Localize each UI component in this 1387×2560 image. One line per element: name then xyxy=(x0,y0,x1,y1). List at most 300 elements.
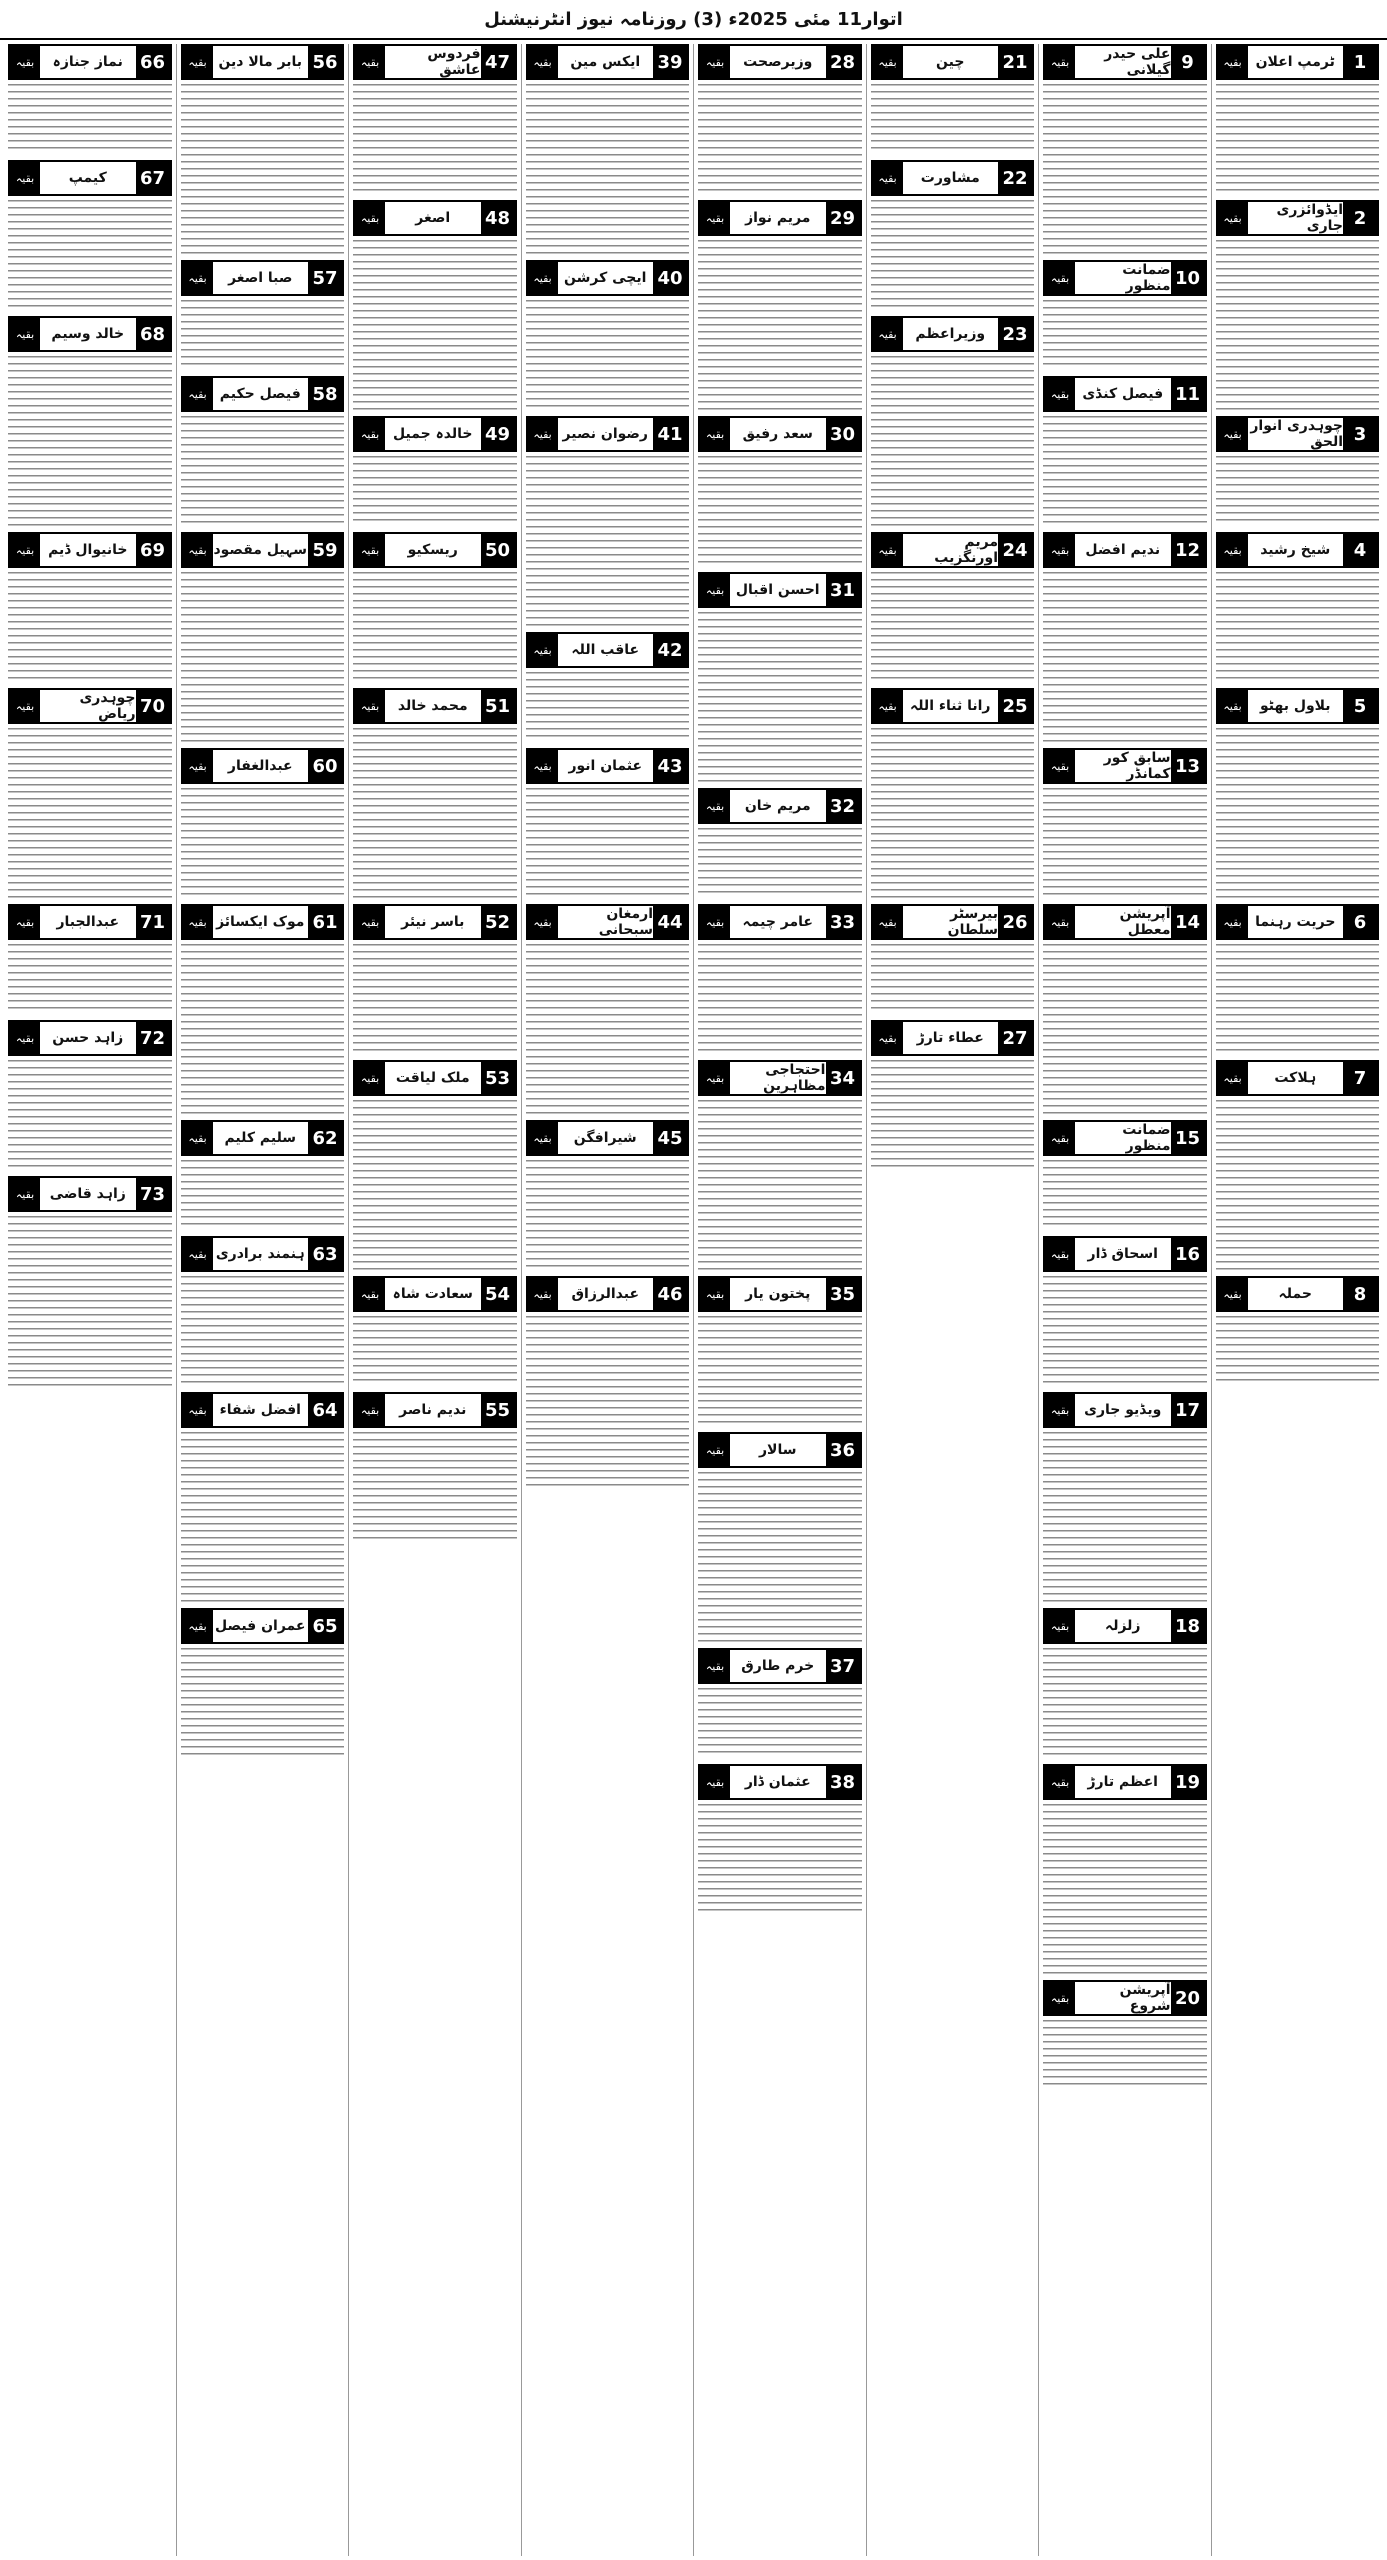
continuation-label xyxy=(1216,904,1380,940)
continuation-number: 53 xyxy=(481,1062,515,1094)
continuation-title: ضمانت منظور xyxy=(1122,1122,1171,1154)
continuation-label xyxy=(1043,1120,1207,1156)
continuation-title: عمران فیصل xyxy=(215,1618,306,1634)
article-text-block xyxy=(1043,944,1207,1114)
article-text-block xyxy=(871,572,1035,682)
article-text-block xyxy=(181,788,345,898)
continuation-number: 71 xyxy=(136,906,170,938)
continuation-number: 70 xyxy=(136,690,170,722)
article-continuation xyxy=(181,376,345,526)
article-continuation xyxy=(526,416,690,626)
continuation-title: زلزلہ xyxy=(1105,1618,1141,1634)
continuation-number: 25 xyxy=(998,690,1032,722)
baqia-tag: بقیہ xyxy=(1218,1062,1248,1094)
article-continuation xyxy=(1216,904,1380,1054)
article-text-block xyxy=(871,84,1035,154)
continuation-label xyxy=(526,632,690,668)
continuation-label xyxy=(353,200,517,236)
continuation-label xyxy=(526,1276,690,1312)
continuation-title: عبدالغفار xyxy=(227,758,293,774)
continuation-number: 35 xyxy=(826,1278,860,1310)
article-text-block xyxy=(1216,1316,1380,1386)
article-text-block xyxy=(1216,84,1380,194)
continuation-title: بیرسٹر سلطان xyxy=(947,906,998,938)
continuation-number: 26 xyxy=(998,906,1032,938)
article-text-block xyxy=(1216,1100,1380,1270)
continuation-title: مشاورت xyxy=(920,170,980,186)
continuation-number: 14 xyxy=(1171,906,1205,938)
article-continuation xyxy=(526,1120,690,1270)
continuation-title: شیخ رشید xyxy=(1260,542,1331,558)
baqia-tag: بقیہ xyxy=(1045,906,1075,938)
continuation-title: مریم خان xyxy=(744,798,811,814)
article-continuation xyxy=(181,1608,345,1758)
continuation-title: عبدالجبار xyxy=(56,914,120,930)
article-continuation xyxy=(1043,748,1207,898)
baqia-tag: بقیہ xyxy=(700,1278,730,1310)
article-text-block xyxy=(181,1276,345,1386)
article-text-block xyxy=(1216,572,1380,682)
continuation-label xyxy=(181,904,345,940)
continuation-title: زاہد قاضی xyxy=(49,1186,126,1202)
continuation-number: 13 xyxy=(1171,750,1205,782)
article-continuation xyxy=(1216,44,1380,194)
continuation-number: 47 xyxy=(481,46,515,78)
article-text-block xyxy=(698,1100,862,1270)
continuation-number: 73 xyxy=(136,1178,170,1210)
continuation-number: 41 xyxy=(653,418,687,450)
continuation-title: خالدہ جمیل xyxy=(393,426,473,442)
continuation-title: بلاول بھٹو xyxy=(1259,698,1331,714)
continuation-title: آپریشن شروع xyxy=(1119,1982,1171,2014)
baqia-tag: بقیہ xyxy=(10,162,40,194)
continuation-title: سعد رفیق xyxy=(742,426,813,442)
continuation-label xyxy=(353,688,517,724)
article-text-block xyxy=(353,572,517,682)
article-text-block xyxy=(698,828,862,898)
continuation-label xyxy=(1043,904,1207,940)
article-text-block xyxy=(8,1060,172,1170)
continuation-title: رضوان نصیر xyxy=(562,426,648,442)
continuation-label xyxy=(353,1276,517,1312)
continuation-label xyxy=(8,44,172,80)
article-text-block xyxy=(1043,1276,1207,1386)
continuation-number: 18 xyxy=(1171,1610,1205,1642)
baqia-tag: بقیہ xyxy=(700,1650,730,1682)
article-continuation xyxy=(526,748,690,898)
article-continuation xyxy=(181,44,345,254)
article-continuation xyxy=(698,1764,862,1914)
article-text-block xyxy=(353,1316,517,1386)
continuation-label xyxy=(1043,1764,1207,1800)
columns-container xyxy=(4,44,1383,2556)
continuation-number: 17 xyxy=(1171,1394,1205,1426)
article-continuation xyxy=(8,1020,172,1170)
article-continuation xyxy=(871,1020,1035,1170)
column-6 xyxy=(348,44,521,2556)
article-text-block xyxy=(181,416,345,526)
baqia-tag: بقیہ xyxy=(10,318,40,350)
article-text-block xyxy=(353,944,517,1054)
article-continuation xyxy=(698,1060,862,1270)
continuation-number: 31 xyxy=(826,574,860,606)
continuation-title: افضل شفاء xyxy=(219,1402,301,1418)
continuation-number: 38 xyxy=(826,1766,860,1798)
baqia-tag: بقیہ xyxy=(1218,906,1248,938)
continuation-number: 23 xyxy=(998,318,1032,350)
masthead-text: اتوار11 مئی 2025ء (3) روزنامہ نیوز انٹرنیشنل xyxy=(484,8,903,30)
article-continuation xyxy=(353,904,517,1054)
continuation-title: باسر نیئر xyxy=(401,914,465,930)
continuation-label xyxy=(8,1176,172,1212)
continuation-label xyxy=(1216,44,1380,80)
baqia-tag: بقیہ xyxy=(355,534,385,566)
article-continuation xyxy=(181,1236,345,1386)
article-continuation xyxy=(698,904,862,1054)
continuation-number: 40 xyxy=(653,262,687,294)
article-continuation xyxy=(1216,1060,1380,1270)
continuation-label xyxy=(181,748,345,784)
continuation-number: 37 xyxy=(826,1650,860,1682)
article-text-block xyxy=(698,240,862,410)
continuation-number: 67 xyxy=(136,162,170,194)
continuation-label xyxy=(8,316,172,352)
continuation-label xyxy=(353,1060,517,1096)
continuation-number: 22 xyxy=(998,162,1032,194)
article-text-block xyxy=(1043,416,1207,526)
baqia-tag: بقیہ xyxy=(183,1394,213,1426)
article-text-block xyxy=(698,1688,862,1758)
article-continuation xyxy=(526,260,690,410)
article-continuation xyxy=(526,632,690,742)
article-text-block xyxy=(871,200,1035,310)
article-continuation xyxy=(353,532,517,682)
continuation-number: 16 xyxy=(1171,1238,1205,1270)
article-continuation xyxy=(698,1648,862,1758)
continuation-number: 48 xyxy=(481,202,515,234)
article-text-block xyxy=(1043,1648,1207,1758)
article-text-block xyxy=(1043,300,1207,370)
continuation-label xyxy=(698,200,862,236)
continuation-label xyxy=(1043,376,1207,412)
baqia-tag: بقیہ xyxy=(183,1238,213,1270)
article-text-block xyxy=(1043,1160,1207,1230)
baqia-tag: بقیہ xyxy=(873,1022,903,1054)
continuation-label xyxy=(698,1060,862,1096)
continuation-label xyxy=(8,1020,172,1056)
article-continuation xyxy=(8,1176,172,1386)
article-text-block xyxy=(8,356,172,526)
continuation-label xyxy=(353,44,517,80)
baqia-tag: بقیہ xyxy=(528,262,558,294)
continuation-label xyxy=(181,1392,345,1428)
continuation-title: کیمپ xyxy=(68,170,107,186)
continuation-number: 8 xyxy=(1343,1278,1377,1310)
continuation-title: رانا ثناء اللہ xyxy=(910,698,991,714)
article-text-block xyxy=(698,1804,862,1914)
article-text-block xyxy=(1043,1804,1207,1974)
continuation-number: 12 xyxy=(1171,534,1205,566)
article-text-block xyxy=(526,300,690,410)
baqia-tag: بقیہ xyxy=(1218,690,1248,722)
article-continuation xyxy=(698,788,862,898)
article-continuation xyxy=(1216,200,1380,410)
baqia-tag: بقیہ xyxy=(1045,1766,1075,1798)
continuation-label xyxy=(1043,532,1207,568)
article-continuation xyxy=(1043,260,1207,370)
baqia-tag: بقیہ xyxy=(873,162,903,194)
continuation-label xyxy=(8,688,172,724)
continuation-number: 57 xyxy=(308,262,342,294)
continuation-label xyxy=(526,44,690,80)
continuation-title: ہلاکت xyxy=(1274,1070,1317,1086)
article-text-block xyxy=(1043,2020,1207,2090)
continuation-number: 42 xyxy=(653,634,687,666)
baqia-tag: بقیہ xyxy=(1218,202,1248,234)
baqia-tag: بقیہ xyxy=(1045,1238,1075,1270)
continuation-title: عثمان ڈار xyxy=(744,1774,811,1790)
baqia-tag: بقیہ xyxy=(355,46,385,78)
article-text-block xyxy=(8,200,172,310)
article-continuation xyxy=(8,316,172,526)
continuation-title: ایڈوائزری جاری xyxy=(1276,202,1343,234)
continuation-label xyxy=(698,572,862,608)
article-continuation xyxy=(8,688,172,898)
continuation-label xyxy=(353,532,517,568)
continuation-number: 66 xyxy=(136,46,170,78)
continuation-title: حملہ xyxy=(1278,1286,1312,1302)
article-continuation xyxy=(1043,376,1207,526)
article-continuation xyxy=(8,904,172,1014)
article-text-block xyxy=(353,728,517,898)
continuation-title: اصغر xyxy=(415,210,451,226)
continuation-label xyxy=(1216,688,1380,724)
continuation-title: ارمغان سبحانی xyxy=(598,906,653,938)
baqia-tag: بقیہ xyxy=(1045,46,1075,78)
continuation-number: 39 xyxy=(653,46,687,78)
continuation-label xyxy=(698,1648,862,1684)
baqia-tag: بقیہ xyxy=(183,1610,213,1642)
article-text-block xyxy=(8,728,172,898)
baqia-tag: بقیہ xyxy=(873,906,903,938)
continuation-number: 36 xyxy=(826,1434,860,1466)
article-continuation xyxy=(353,416,517,526)
continuation-title: وزیرصحت xyxy=(743,54,813,70)
continuation-title: عامر چیمہ xyxy=(742,914,813,930)
masthead xyxy=(0,0,1387,40)
baqia-tag: بقیہ xyxy=(528,1122,558,1154)
baqia-tag: بقیہ xyxy=(528,906,558,938)
article-text-block xyxy=(8,572,172,682)
continuation-label xyxy=(1216,1276,1380,1312)
article-text-block xyxy=(871,944,1035,1014)
continuation-title: ایکس مین xyxy=(570,54,641,70)
article-continuation xyxy=(698,44,862,194)
continuation-label xyxy=(181,260,345,296)
baqia-tag: بقیہ xyxy=(700,574,730,606)
baqia-tag: بقیہ xyxy=(355,690,385,722)
continuation-title: علی حیدر گیلانی xyxy=(1104,46,1171,78)
continuation-label xyxy=(698,1764,862,1800)
article-continuation xyxy=(526,1276,690,1486)
continuation-number: 60 xyxy=(308,750,342,782)
continuation-label xyxy=(526,1120,690,1156)
continuation-number: 52 xyxy=(481,906,515,938)
continuation-number: 5 xyxy=(1343,690,1377,722)
continuation-label xyxy=(871,44,1035,80)
article-text-block xyxy=(1216,456,1380,526)
article-text-block xyxy=(1043,788,1207,898)
continuation-label xyxy=(181,44,345,80)
continuation-title: نماز جنازہ xyxy=(52,54,123,70)
continuation-label xyxy=(871,316,1035,352)
article-continuation xyxy=(871,44,1035,154)
article-text-block xyxy=(526,672,690,742)
article-text-block xyxy=(871,356,1035,526)
continuation-label xyxy=(353,416,517,452)
continuation-label xyxy=(181,532,345,568)
article-text-block xyxy=(1043,84,1207,254)
continuation-label xyxy=(526,748,690,784)
continuation-title: ایچی کرشن xyxy=(564,270,647,286)
baqia-tag: بقیہ xyxy=(183,378,213,410)
article-continuation xyxy=(526,44,690,254)
continuation-label xyxy=(871,160,1035,196)
article-continuation xyxy=(871,688,1035,898)
continuation-title: فیصل حکیم xyxy=(219,386,301,402)
article-text-block xyxy=(353,456,517,526)
continuation-number: 3 xyxy=(1343,418,1377,450)
column-4 xyxy=(693,44,866,2556)
article-continuation xyxy=(1216,688,1380,898)
baqia-tag: بقیہ xyxy=(1218,418,1248,450)
baqia-tag: بقیہ xyxy=(183,1122,213,1154)
continuation-label xyxy=(181,1608,345,1644)
column-5 xyxy=(521,44,694,2556)
continuation-label xyxy=(698,44,862,80)
continuation-title: خانیوال ڈیم xyxy=(48,542,128,558)
continuation-title: پختون یار xyxy=(745,1286,811,1302)
article-continuation xyxy=(871,532,1035,682)
article-text-block xyxy=(353,84,517,194)
article-text-block xyxy=(526,1316,690,1486)
article-continuation xyxy=(8,160,172,310)
continuation-title: عطاء تارڑ xyxy=(916,1030,984,1046)
article-text-block xyxy=(353,240,517,410)
baqia-tag: بقیہ xyxy=(1218,1278,1248,1310)
article-continuation xyxy=(698,572,862,782)
continuation-number: 58 xyxy=(308,378,342,410)
article-text-block xyxy=(698,1316,862,1426)
continuation-number: 21 xyxy=(998,46,1032,78)
article-continuation xyxy=(181,260,345,370)
article-text-block xyxy=(698,84,862,194)
baqia-tag: بقیہ xyxy=(873,46,903,78)
continuation-label xyxy=(871,904,1035,940)
continuation-title: حریت رہنما xyxy=(1255,914,1336,930)
baqia-tag: بقیہ xyxy=(700,790,730,822)
continuation-number: 11 xyxy=(1171,378,1205,410)
article-continuation xyxy=(353,1276,517,1386)
continuation-number: 33 xyxy=(826,906,860,938)
continuation-number: 28 xyxy=(826,46,860,78)
continuation-title: خرم طارق xyxy=(741,1658,815,1674)
continuation-title: چوہدری ریاض xyxy=(79,690,136,722)
article-text-block xyxy=(871,1060,1035,1170)
article-continuation xyxy=(1043,1236,1207,1386)
article-continuation xyxy=(1216,416,1380,526)
continuation-number: 7 xyxy=(1343,1062,1377,1094)
continuation-title: ندیم افضل xyxy=(1085,542,1161,558)
continuation-title: زاہد حسن xyxy=(52,1030,124,1046)
continuation-title: ضمانت منظور xyxy=(1122,262,1171,294)
continuation-label xyxy=(698,788,862,824)
column-2 xyxy=(1038,44,1211,2556)
baqia-tag: بقیہ xyxy=(1045,1122,1075,1154)
baqia-tag: بقیہ xyxy=(528,418,558,450)
continuation-label xyxy=(181,1236,345,1272)
column-1 xyxy=(1211,44,1384,2556)
baqia-tag: بقیہ xyxy=(10,906,40,938)
continuation-number: 55 xyxy=(481,1394,515,1426)
article-text-block xyxy=(526,788,690,898)
article-continuation xyxy=(526,904,690,1114)
continuation-label xyxy=(181,1120,345,1156)
continuation-number: 45 xyxy=(653,1122,687,1154)
continuation-label xyxy=(698,1432,862,1468)
article-text-block xyxy=(871,728,1035,898)
continuation-number: 72 xyxy=(136,1022,170,1054)
continuation-label xyxy=(1216,200,1380,236)
baqia-tag: بقیہ xyxy=(1045,1610,1075,1642)
baqia-tag: بقیہ xyxy=(873,534,903,566)
article-text-block xyxy=(698,1472,862,1642)
continuation-number: 9 xyxy=(1171,46,1205,78)
continuation-label xyxy=(526,904,690,940)
article-continuation xyxy=(1043,1980,1207,2090)
continuation-title: احتجاجی مظاہرین xyxy=(763,1062,826,1094)
article-text-block xyxy=(8,84,172,154)
continuation-label xyxy=(698,416,862,452)
continuation-label xyxy=(526,260,690,296)
column-7 xyxy=(176,44,349,2556)
article-text-block xyxy=(181,1432,345,1602)
continuation-number: 64 xyxy=(308,1394,342,1426)
continuation-label xyxy=(8,904,172,940)
continuation-label xyxy=(871,1020,1035,1056)
continuation-number: 20 xyxy=(1171,1982,1205,2014)
article-continuation xyxy=(698,416,862,566)
continuation-title: سابق کور کمانڈر xyxy=(1103,750,1171,782)
continuation-label xyxy=(8,532,172,568)
article-continuation xyxy=(353,44,517,194)
continuation-label xyxy=(1216,532,1380,568)
article-text-block xyxy=(526,1160,690,1270)
article-continuation xyxy=(1043,1764,1207,1974)
continuation-title: سلیم کلیم xyxy=(224,1130,297,1146)
continuation-title: اعظم تارڑ xyxy=(1087,1774,1158,1790)
article-text-block xyxy=(353,1432,517,1542)
baqia-tag: بقیہ xyxy=(355,906,385,938)
continuation-title: ریسکیو xyxy=(407,542,458,558)
baqia-tag: بقیہ xyxy=(355,1278,385,1310)
continuation-title: صبا اصغر xyxy=(228,270,293,286)
continuation-title: آپریشن معطل xyxy=(1119,906,1171,938)
continuation-label xyxy=(1216,1060,1380,1096)
article-text-block xyxy=(353,1100,517,1270)
baqia-tag: بقیہ xyxy=(355,418,385,450)
baqia-tag: بقیہ xyxy=(528,1278,558,1310)
